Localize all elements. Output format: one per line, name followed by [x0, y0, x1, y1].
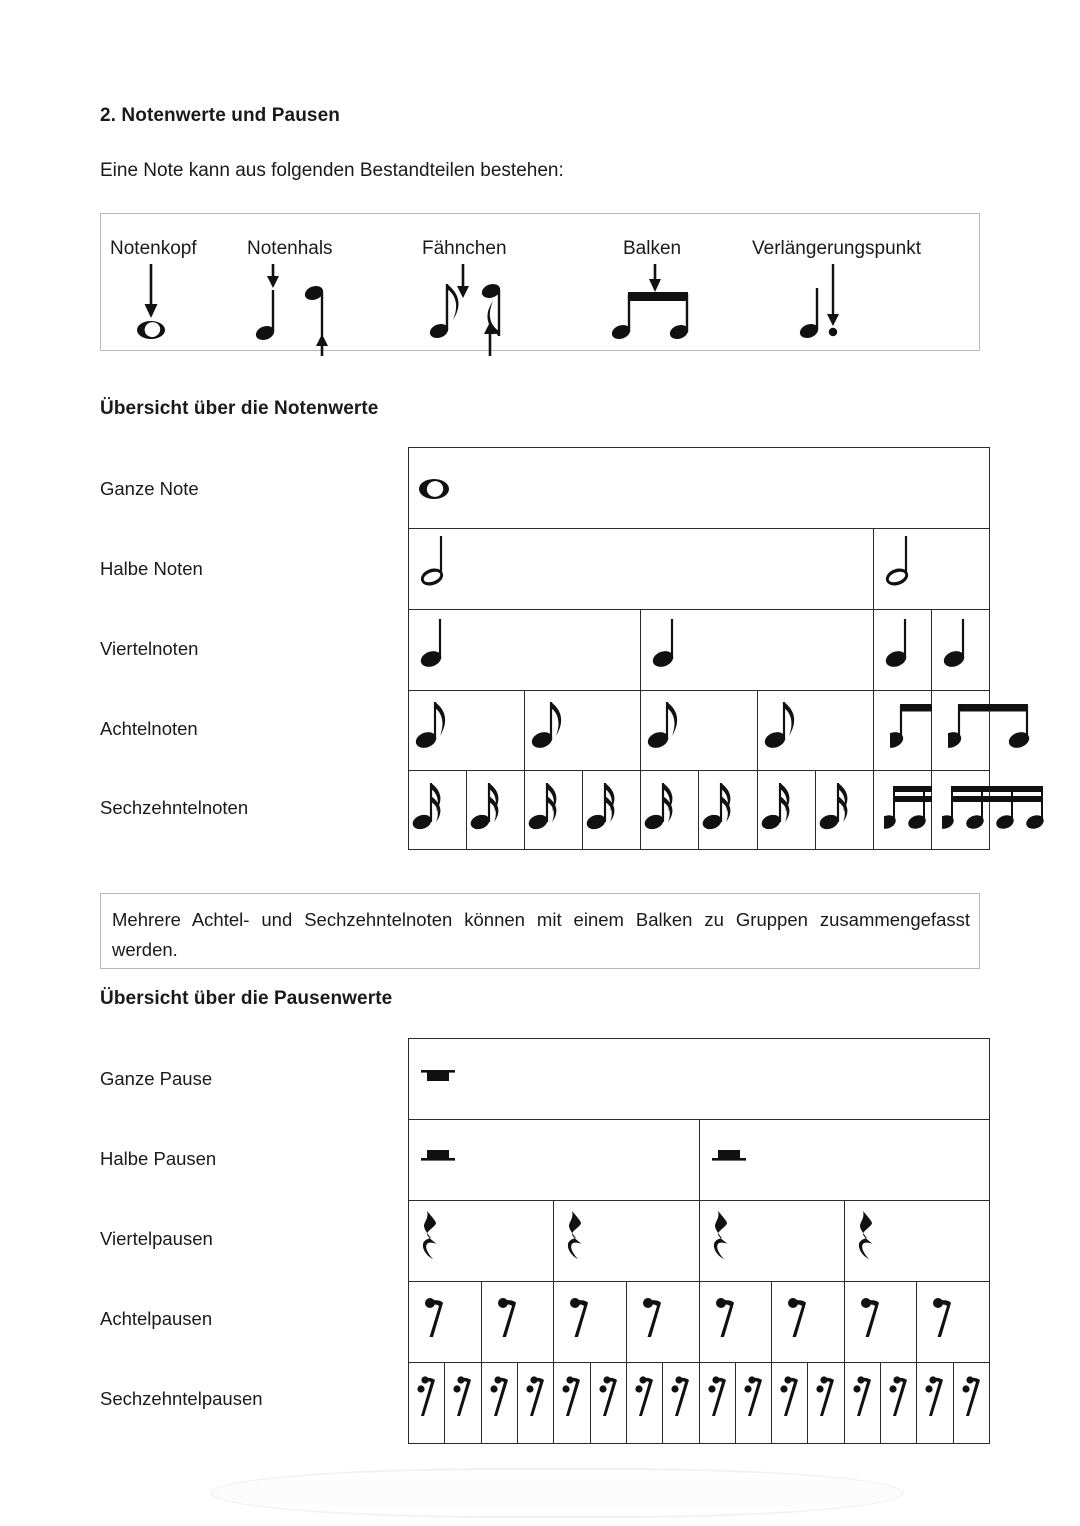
- note-cell-eighth[interactable]: [525, 691, 641, 771]
- rest-row-label-viertelpausen: Viertelpausen: [100, 1228, 213, 1249]
- note-cell-eighth-beamed-pair[interactable]: [931, 691, 989, 771]
- component-label-notenkopf: Notenkopf: [110, 238, 197, 259]
- rest-cell-quarter[interactable]: [554, 1201, 699, 1282]
- sixteenth-rest-glyph: [416, 1374, 438, 1425]
- sixteenth-rest-glyph: [743, 1374, 765, 1425]
- quarter-rest-glyph: [564, 1208, 590, 1269]
- note-cell-quarter[interactable]: [641, 610, 873, 691]
- whole-note-head-icon: [125, 262, 195, 349]
- note-cell-quarter[interactable]: [409, 610, 641, 691]
- eighth-rest-glyph: [568, 1293, 594, 1346]
- table-row: [409, 529, 990, 610]
- sixteenth-note-glyph: [760, 779, 792, 838]
- note-cell-quarter[interactable]: [931, 610, 989, 691]
- rest-cell-whole[interactable]: [409, 1039, 990, 1120]
- sixteenth-rest-glyph: [525, 1374, 547, 1425]
- component-label-verlaengerungspunkt: Verlängerungspunkt: [752, 238, 922, 259]
- table-row: [409, 610, 990, 691]
- component-label-balken: Balken: [623, 238, 682, 259]
- rest-cell-eighth[interactable]: [699, 1282, 772, 1363]
- sixteenth-rest-glyph: [598, 1374, 620, 1425]
- eighth-rest-glyph: [496, 1293, 522, 1346]
- note-cell-sixteenth[interactable]: [641, 771, 699, 850]
- rest-row-label-ganze-pause: Ganze Pause: [100, 1068, 213, 1089]
- rest-cell-sixteenth[interactable]: [953, 1363, 989, 1444]
- table-row: [409, 1201, 990, 1282]
- sixteenth-rest-glyph: [779, 1374, 801, 1425]
- sixteenth-note-glyph: [469, 779, 501, 838]
- sixteenth-rest-glyph: [634, 1374, 656, 1425]
- quarter-note-glyph: [882, 615, 914, 676]
- quarter-rest-glyph: [710, 1208, 736, 1269]
- eighth-rest-glyph: [859, 1293, 885, 1346]
- note-cell-eighth[interactable]: [409, 691, 525, 771]
- note-cell-eighth[interactable]: [641, 691, 757, 771]
- rest-cell-sixteenth[interactable]: [409, 1363, 445, 1444]
- rest-cell-sixteenth[interactable]: [808, 1363, 844, 1444]
- table-row: [409, 1120, 990, 1201]
- rest-cell-eighth[interactable]: [917, 1282, 990, 1363]
- beamed-sixteenth-group-glyph: [942, 779, 1054, 838]
- rest-cell-sixteenth[interactable]: [699, 1363, 735, 1444]
- info-box-text: Mehrere Achtel- und Sechzehntelnoten können mit einem Balken zu Gruppen zusammengefasst werden.: [112, 909, 970, 960]
- eighth-note-glyph: [413, 696, 449, 757]
- eighth-rest-glyph: [931, 1293, 957, 1346]
- sixteenth-rest-glyph: [888, 1374, 910, 1425]
- intro-paragraph: Eine Note kann aus folgenden Bestandteilen bestehen:: [100, 160, 564, 181]
- rest-values-table: [408, 1038, 990, 1444]
- rest-row-label-achtelpausen: Achtelpausen: [100, 1308, 213, 1329]
- note-beam-icon: [612, 262, 712, 349]
- sixteenth-note-glyph: [643, 779, 675, 838]
- eighth-rest-glyph: [423, 1293, 449, 1346]
- table-row: [409, 691, 990, 771]
- rest-cell-half[interactable]: [699, 1120, 990, 1201]
- rest-cell-eighth[interactable]: [772, 1282, 845, 1363]
- component-label-notenhals: Notenhals: [247, 238, 333, 259]
- eighth-note-glyph: [762, 696, 798, 757]
- scan-artifact: [210, 1468, 904, 1518]
- note-stem-icon: [246, 262, 346, 362]
- dotted-note-icon: [796, 262, 866, 349]
- quarter-note-glyph: [940, 615, 972, 676]
- rest-cell-eighth[interactable]: [409, 1282, 482, 1363]
- note-row-label-halbe-noten: Halbe Noten: [100, 558, 203, 579]
- rest-row-label-halbe-pausen: Halbe Pausen: [100, 1148, 217, 1169]
- note-row-label-viertelnoten: Viertelnoten: [100, 638, 199, 659]
- rest-cell-eighth[interactable]: [626, 1282, 699, 1363]
- note-cell-sixteenth[interactable]: [757, 771, 815, 850]
- note-values-heading: Übersicht über die Notenwerte: [100, 398, 379, 419]
- note-flag-icon: [418, 262, 523, 362]
- note-cell-whole[interactable]: [409, 448, 990, 529]
- note-cell-sixteenth-beamed-group[interactable]: [931, 771, 989, 850]
- rest-cell-half[interactable]: [409, 1120, 700, 1201]
- sixteenth-note-glyph: [701, 779, 733, 838]
- rest-cell-sixteenth[interactable]: [772, 1363, 808, 1444]
- sixteenth-note-glyph: [818, 779, 850, 838]
- note-cell-eighth-beamed-pair[interactable]: [873, 691, 931, 771]
- table-row: [409, 448, 990, 529]
- sixteenth-rest-glyph: [961, 1374, 983, 1425]
- rest-cell-eighth[interactable]: [554, 1282, 627, 1363]
- quarter-rest-glyph: [855, 1208, 881, 1269]
- quarter-rest-glyph: [419, 1208, 445, 1269]
- beamed-eighth-pair-glyph: [948, 696, 1040, 757]
- rest-cell-sixteenth[interactable]: [517, 1363, 553, 1444]
- table-row: [409, 1282, 990, 1363]
- sixteenth-rest-glyph: [852, 1374, 874, 1425]
- eighth-rest-glyph: [714, 1293, 740, 1346]
- note-cell-half[interactable]: [409, 529, 874, 610]
- rest-cell-sixteenth[interactable]: [881, 1363, 917, 1444]
- sixteenth-rest-glyph: [924, 1374, 946, 1425]
- note-row-label-achtelnoten: Achtelnoten: [100, 718, 198, 739]
- sixteenth-note-glyph: [527, 779, 559, 838]
- rest-cell-sixteenth[interactable]: [445, 1363, 481, 1444]
- section-title: 2. Notenwerte und Pausen: [100, 105, 340, 126]
- quarter-note-glyph: [417, 615, 449, 676]
- note-cell-sixteenth-beamed-group[interactable]: [873, 771, 931, 850]
- note-values-table: [408, 447, 990, 850]
- rest-cell-sixteenth[interactable]: [844, 1363, 880, 1444]
- half-note-glyph: [417, 532, 451, 595]
- rest-cell-eighth[interactable]: [844, 1282, 917, 1363]
- note-cell-half[interactable]: [873, 529, 989, 610]
- sixteenth-rest-glyph: [707, 1374, 729, 1425]
- eighth-note-glyph: [645, 696, 681, 757]
- note-row-label-ganze-note: Ganze Note: [100, 478, 199, 499]
- rest-cell-quarter[interactable]: [699, 1201, 844, 1282]
- rest-cell-sixteenth[interactable]: [735, 1363, 771, 1444]
- note-cell-quarter[interactable]: [873, 610, 931, 691]
- note-cell-sixteenth[interactable]: [815, 771, 873, 850]
- note-cell-sixteenth[interactable]: [699, 771, 757, 850]
- sixteenth-rest-glyph: [670, 1374, 692, 1425]
- sixteenth-note-glyph: [411, 779, 443, 838]
- rest-cell-quarter[interactable]: [409, 1201, 554, 1282]
- rest-cell-sixteenth[interactable]: [481, 1363, 517, 1444]
- rest-cell-eighth[interactable]: [481, 1282, 554, 1363]
- whole-note-glyph: [417, 477, 451, 506]
- sixteenth-note-glyph: [585, 779, 617, 838]
- note-cell-sixteenth[interactable]: [467, 771, 525, 850]
- rest-values-heading: Übersicht über die Pausenwerte: [100, 988, 393, 1009]
- rest-cell-sixteenth[interactable]: [554, 1363, 590, 1444]
- eighth-rest-glyph: [641, 1293, 667, 1346]
- rest-cell-sixteenth[interactable]: [590, 1363, 626, 1444]
- half-rest-glyph: [419, 1145, 457, 1172]
- rest-cell-sixteenth[interactable]: [917, 1363, 953, 1444]
- eighth-note-glyph: [529, 696, 565, 757]
- half-rest-glyph: [710, 1145, 748, 1172]
- rest-cell-sixteenth[interactable]: [663, 1363, 699, 1444]
- rest-cell-sixteenth[interactable]: [626, 1363, 662, 1444]
- table-row: [409, 1039, 990, 1120]
- quarter-note-glyph: [649, 615, 681, 676]
- eighth-rest-glyph: [786, 1293, 812, 1346]
- table-row: [409, 1363, 990, 1444]
- sixteenth-rest-glyph: [561, 1374, 583, 1425]
- component-label-faehnchen: Fähnchen: [422, 238, 507, 259]
- half-note-glyph: [882, 532, 916, 595]
- note-cell-sixteenth[interactable]: [583, 771, 641, 850]
- note-cell-eighth[interactable]: [757, 691, 873, 771]
- whole-rest-glyph: [419, 1064, 457, 1091]
- note-cell-sixteenth[interactable]: [409, 771, 467, 850]
- table-row: [409, 771, 990, 850]
- note-cell-sixteenth[interactable]: [525, 771, 583, 850]
- sixteenth-rest-glyph: [452, 1374, 474, 1425]
- rest-row-label-sechzehntelpausen: Sechzehntelpausen: [100, 1388, 263, 1409]
- sixteenth-rest-glyph: [489, 1374, 511, 1425]
- note-row-label-sechzehntelnoten: Sechzehntelnoten: [100, 797, 249, 818]
- rest-cell-quarter[interactable]: [844, 1201, 989, 1282]
- sixteenth-rest-glyph: [815, 1374, 837, 1425]
